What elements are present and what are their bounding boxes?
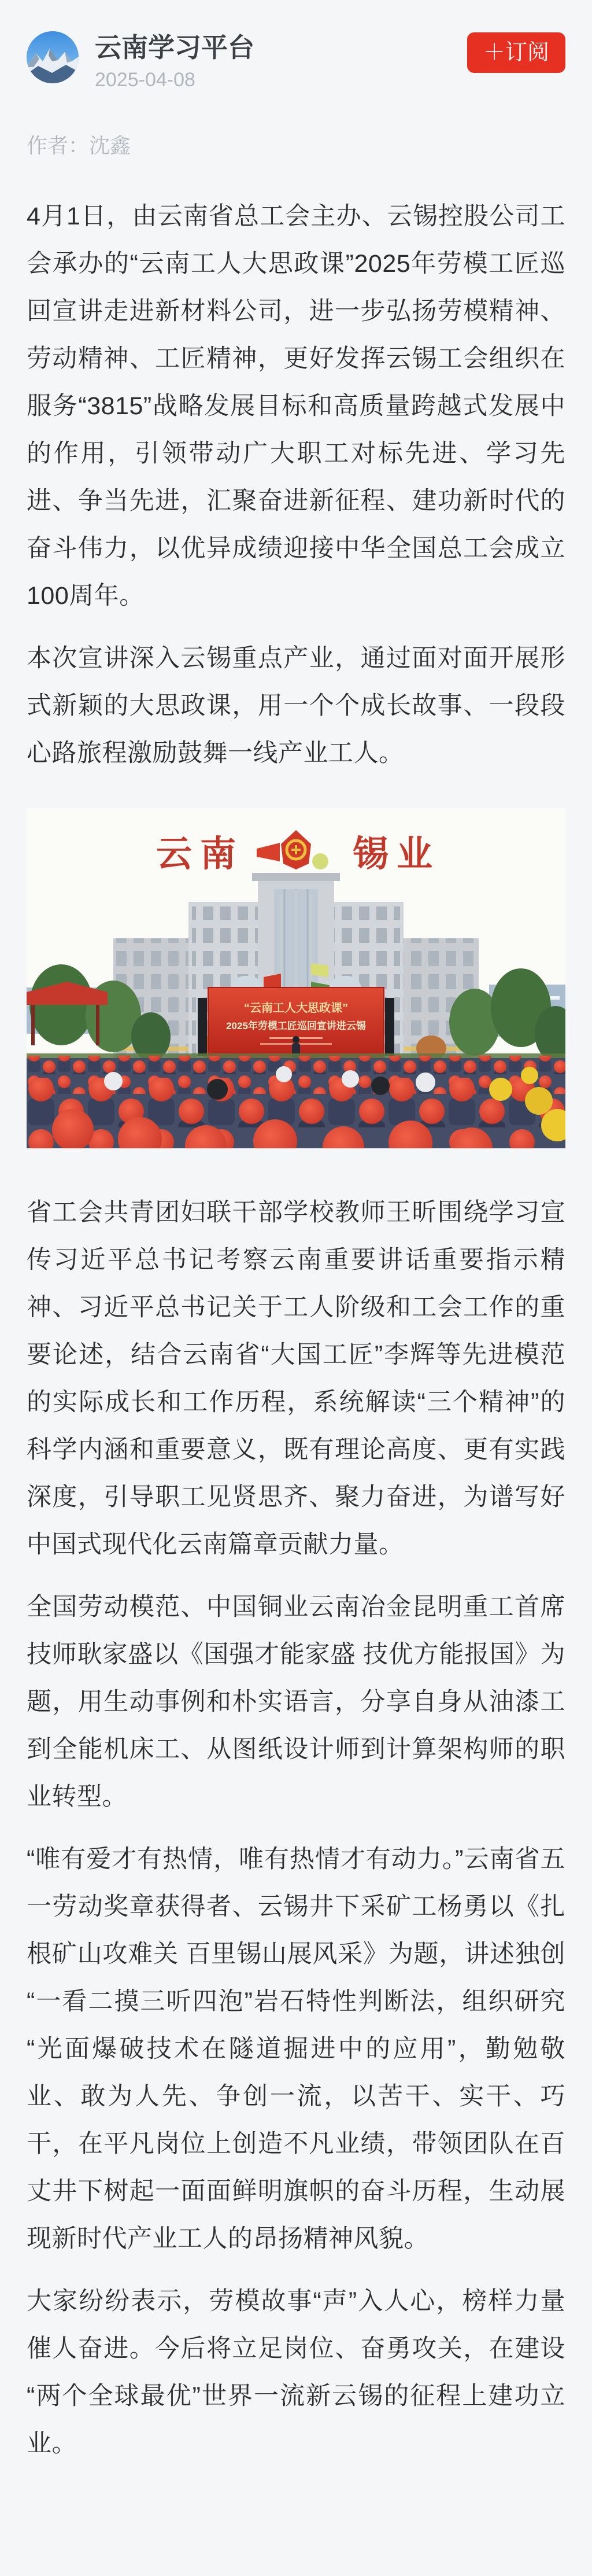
mountain-avatar-image: [27, 31, 79, 83]
platform-avatar[interactable]: [27, 31, 79, 83]
speaker-left: [198, 998, 207, 1056]
paragraph-2: 本次宣讲深入云锡重点产业，通过面对面开展形式新颖的大思政课，用一个个成长故事、一段段心路旅程激励鼓舞一线产业工人。: [27, 644, 565, 767]
speaker-right: [385, 998, 394, 1056]
paragraph-1: 4月1日，由云南省总工会主办、云锡控股公司工会承办的“云南工人大思政课”2025年劳模工匠巡回宣讲走进新材料公司，进一步弘扬劳模精神、劳动精神、工匠精神，更好发挥云锡工会组织在服务“3815”战略发展目标和高质量跨越式发展中的作用，引领带动广大职工对标先进、学习先进、争当先进，汇聚奋进新征程、建功新时代的奋斗伟力，以优异成绩迎接中华全国总工会成立100周年。: [27, 202, 565, 610]
paragraph-6: 大家纷纷表示，劳模故事“声”入人心，榜样力量催人奋进。今后将立足岗位、奋勇攻关，在建设“两个全球最优”世界一流新云锡的征程上建功立业。: [27, 2287, 565, 2457]
stage-screen: [198, 987, 394, 1059]
platform-name: 云南学习平台: [95, 32, 254, 62]
banner-title: “云南工人大思政课”: [244, 1001, 348, 1015]
yellow-flag: [311, 963, 328, 977]
yellow-helmet: [525, 1087, 553, 1115]
paragraph-5: “唯有爱才有热情，唯有热情才有动力。”云南省五一劳动奖章获得者、云锡井下采矿工杨勇以《扎根矿山攻难关 百里锡山展风采》为题，讲述独创“一看二摸三听四泡”岩石特性判断法，组织研究“光面爆破技术在隧道掘进中的应用”，勤勉敬业、敢为人先、争创一流，以苦干、实干、巧干，在平凡岗位上创造不凡业绩，带领团队在百丈井下树起一面面鲜明旗帜的奋斗历程，生动展现新时代产业工人的昂扬精神风貌。: [27, 1845, 565, 2253]
bare-head: [207, 1079, 228, 1100]
event-photo-scene: [27, 808, 565, 1148]
crowd: [27, 1056, 565, 1148]
green-roundel: [312, 853, 328, 869]
article-photo[interactable]: [27, 808, 565, 1148]
paragraph-3: 省工会共青团妇联干部学校教师王昕围绕学习宣传习近平总书记考察云南重要讲话重要指示精神、习近平总书记关于工人阶级和工会工作的重要论述，结合云南省“大国工匠”李辉等先进模范的实际成长和工作历程，系统解读“三个精神”的科学内涵和重要意义，既有理论高度、更有实践深度，引导职工见贤思齐、聚力奋进，为谱写好中国式现代化云南篇章贡献力量。: [27, 1198, 565, 1558]
bare-head: [371, 1077, 390, 1095]
white-helmet: [342, 1070, 359, 1088]
paragraph-4: 全国劳动模范、中国铜业云南冶金昆明重工首席技师耿家盛以《国强才能家盛 技优方能报国》为题，用生动事例和朴实语言，分享自身从油漆工到全能机床工、从图纸设计师到计算架构师的职业转型。: [27, 1593, 565, 1811]
subscribe-button[interactable]: ＋订阅: [467, 32, 565, 73]
white-helmet: [276, 1066, 292, 1082]
banner-subtitle: 2025年劳模工匠巡回宣讲进云锡: [226, 1020, 366, 1031]
white-helmet: [104, 1072, 123, 1090]
header: [0, 0, 592, 91]
platform-info: [95, 31, 254, 91]
yellow-helmet: [521, 1067, 538, 1084]
rooftop-sign: [156, 830, 441, 874]
white-helmet: [416, 1073, 435, 1092]
yellow-helmet: [489, 1078, 512, 1101]
publish-date: 2025-04-08: [95, 68, 195, 91]
rooftop-text-left: 云南: [156, 834, 245, 874]
author-line: 作者：沈鑫: [27, 133, 131, 157]
article-body: [0, 193, 592, 2467]
rooftop-text-right: 锡业: [352, 834, 441, 874]
